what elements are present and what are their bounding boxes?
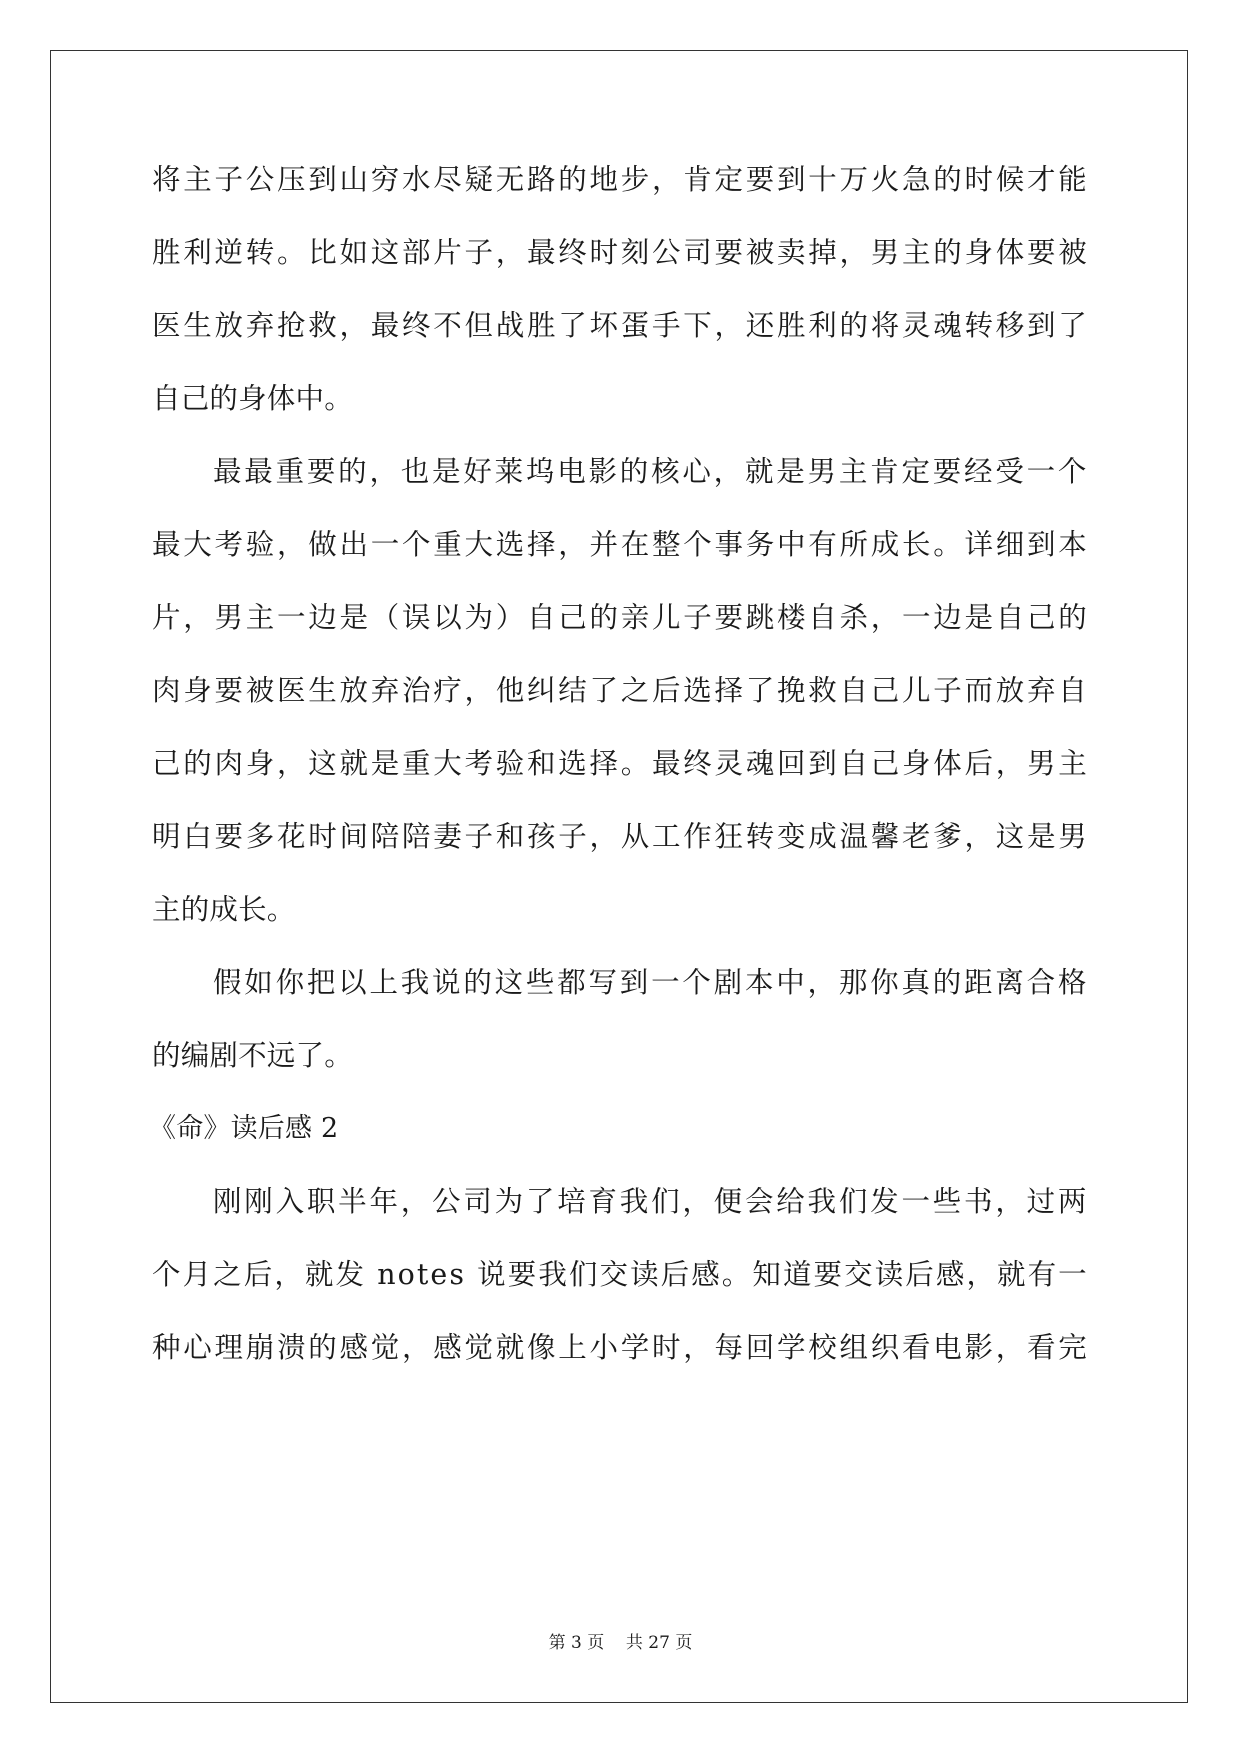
text-line: 肉身要被医生放弃治疗，他纠结了之后选择了挽救自己儿子而放弃自: [152, 674, 1090, 707]
paragraph-start-line: 最最重要的，也是好莱坞电影的核心，就是男主肯定要经受一个: [213, 455, 1090, 488]
text-line: 的编剧不远了。: [152, 1039, 353, 1072]
text-line: 最大考验，做出一个重大选择，并在整个事务中有所成长。详细到本: [152, 528, 1090, 561]
total-pages: 共 27 页: [625, 1633, 693, 1653]
text-line: 己的肉身，这就是重大考验和选择。最终灵魂回到自己身体后，男主: [152, 747, 1090, 780]
text-line: 胜利逆转。比如这部片子，最终时刻公司要被卖掉，男主的身体要被: [152, 236, 1090, 269]
paragraph-start-line: 刚刚入职半年，公司为了培育我们，便会给我们发一些书，过两: [213, 1185, 1090, 1218]
text-line: 明白要多花时间陪陪妻子和孩子，从工作狂转变成温馨老爹，这是男: [152, 820, 1090, 853]
text-line: 自己的身体中。: [152, 382, 353, 415]
text-line: 片，男主一边是（误以为）自己的亲儿子要跳楼自杀，一边是自己的: [152, 601, 1090, 634]
section-heading: 《命》读后感 2: [149, 1113, 339, 1144]
paragraph-start-line: 假如你把以上我说的这些都写到一个剧本中，那你真的距离合格: [213, 966, 1090, 999]
text-line: 种心理崩溃的感觉，感觉就像上小学时，每回学校组织看电影，看完: [152, 1331, 1090, 1364]
page-footer: [0, 1631, 1241, 1655]
text-line: 将主子公压到山穷水尽疑无路的地步，肯定要到十万火急的时候才能: [152, 163, 1090, 196]
text-line: 个月之后，就发 notes 说要我们交读后感。知道要交读后感，就有一: [152, 1258, 1089, 1291]
page-border: [50, 50, 1188, 1703]
text-line: 主的成长。: [152, 893, 296, 926]
page-number: 第 3 页: [548, 1633, 605, 1653]
text-line: 医生放弃抢救，最终不但战胜了坏蛋手下，还胜利的将灵魂转移到了: [152, 309, 1090, 342]
